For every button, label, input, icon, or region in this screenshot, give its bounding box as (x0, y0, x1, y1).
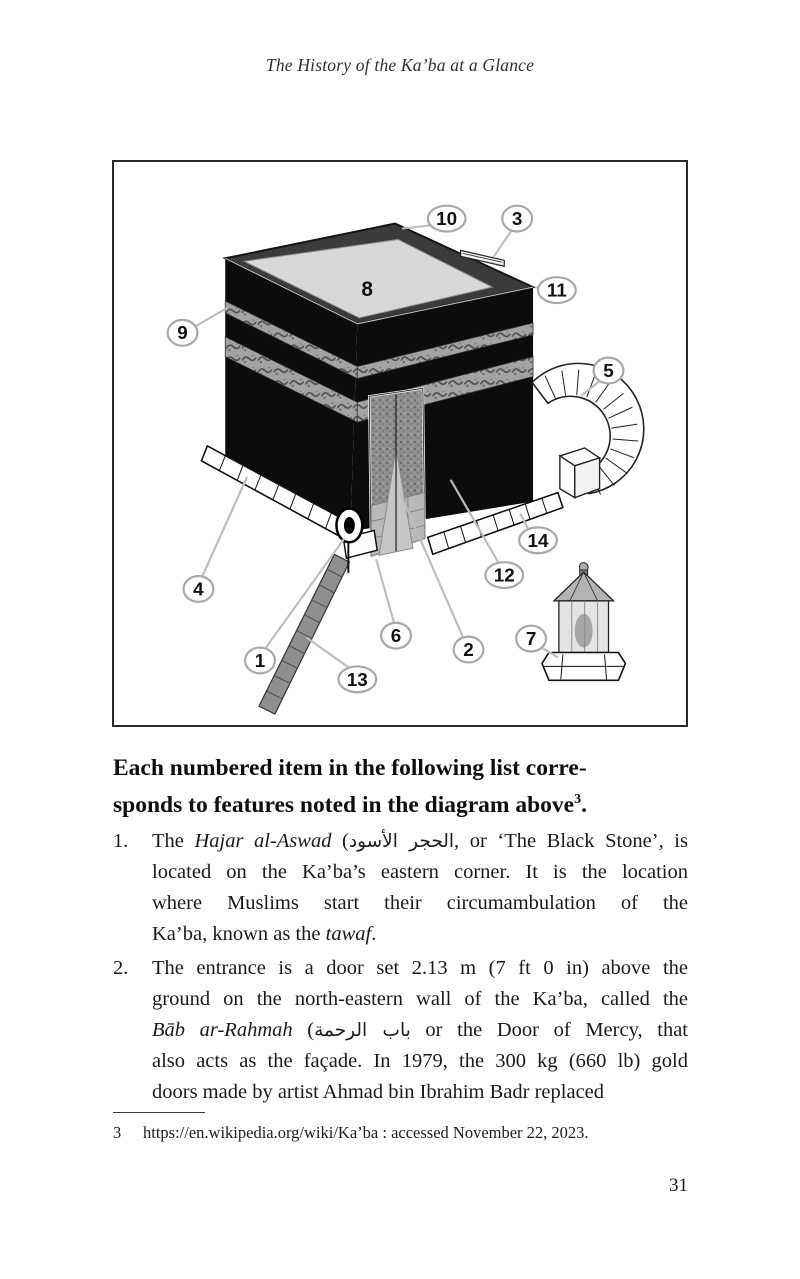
text-run: located on the Ka’ba’s eastern corner. It is the location (152, 861, 688, 883)
callout-badge-1 (245, 648, 275, 674)
text-run: The (152, 830, 195, 852)
callout-leader-4 (202, 477, 247, 576)
text-run: ( (331, 830, 349, 852)
maqam-ibrahim (542, 563, 625, 681)
callout-badge-11 (538, 277, 576, 303)
text-run: ( (292, 1019, 315, 1041)
text-run: The entrance is a door set 2.13 m (7 ft 0 in) above the (152, 957, 688, 979)
text-run: 3 (574, 792, 582, 808)
item-number: 1. (113, 830, 129, 852)
svg-text:1: 1 (254, 649, 266, 671)
text-line (152, 919, 688, 950)
text-run: . (581, 792, 587, 818)
footnote-number: 3 (113, 1123, 122, 1142)
callout-badge-2 (454, 637, 484, 663)
callout-label-8: 8 (361, 278, 374, 302)
callout-badge-12 (485, 562, 523, 588)
item-text (152, 826, 688, 950)
callout-leader-3 (493, 230, 512, 258)
text-run: ground on the north-eastern wall of the Ka’ba, called the (152, 988, 688, 1010)
list-item (113, 826, 688, 950)
text-run: also acts as the façade. In 1979, the 300 kg (660 lb) gold (152, 1050, 688, 1072)
svg-text:9: 9 (177, 322, 188, 344)
svg-text:4: 4 (193, 578, 204, 600)
arabic-text: باب الرحمة (314, 1020, 411, 1041)
svg-text:5: 5 (603, 359, 614, 381)
callout-badge-4 (184, 576, 214, 602)
footnote-text: https://en.wikipedia.org/wiki/Ka’ba : accessed November 22, 2023. (143, 1123, 589, 1142)
item-number: 2. (113, 957, 129, 979)
text-line (152, 857, 688, 888)
text-run: where Muslims start their circumambulation of the (152, 892, 688, 914)
callout-badge-14 (519, 527, 557, 553)
kaaba-artwork (201, 224, 643, 715)
svg-text:11: 11 (546, 279, 567, 301)
callout-badge-7 (516, 626, 546, 652)
text-run: , or ‘The Black Stone’, is (454, 830, 688, 852)
svg-text:14: 14 (527, 529, 549, 551)
text-run: Each numbered item in the following list corre- (113, 755, 587, 781)
callout-badge-6 (381, 623, 411, 649)
hatim-wall (532, 363, 644, 497)
text-run: Hajar al-Aswad (194, 830, 332, 852)
callout-leader-13 (307, 638, 352, 670)
text-line (152, 826, 688, 857)
callout-badge-9 (168, 320, 198, 346)
text-line (152, 1077, 688, 1108)
footnote-rule (113, 1112, 205, 1113)
callout-leader-6 (376, 559, 394, 623)
section-heading (113, 750, 698, 824)
kaaba-diagram-svg (114, 162, 686, 725)
text-line (152, 1015, 688, 1046)
text-line (152, 1046, 688, 1077)
text-run: or the Door of Mercy, that (410, 1019, 688, 1041)
callout-badge-13 (338, 666, 376, 692)
callout-badge-3 (502, 206, 532, 232)
kaaba-diagram-figure (112, 160, 688, 727)
text-run: Bāb ar-Rahmah (152, 1019, 293, 1041)
callout-badge-5 (594, 358, 624, 384)
numbered-list (113, 826, 688, 1108)
svg-text:13: 13 (346, 668, 368, 690)
callout-badge-10 (428, 206, 466, 232)
svg-text:2: 2 (463, 638, 474, 660)
heading-line (113, 787, 698, 824)
running-head: The History of the Ka’ba at a Glance (265, 55, 535, 75)
svg-text:10: 10 (436, 208, 458, 230)
heading-line (113, 750, 698, 787)
text-line (152, 984, 688, 1015)
text-run: doors made by artist Ahmad bin Ibrahim Badr replaced (152, 1081, 605, 1103)
svg-text:12: 12 (493, 564, 515, 586)
text-line (152, 953, 688, 984)
text-run: tawaf (325, 923, 372, 945)
item-text (152, 953, 688, 1108)
svg-text:6: 6 (390, 625, 402, 647)
list-item (113, 953, 688, 1108)
callout-leader-9 (194, 308, 227, 327)
tawaf-start-strip (259, 554, 349, 714)
text-line (152, 888, 688, 919)
svg-text:7: 7 (525, 628, 537, 650)
text-run: . (371, 923, 377, 945)
svg-text:3: 3 (511, 208, 523, 230)
arabic-text: الحجر الأسود (348, 831, 455, 852)
text-run: Ka’ba, known as the (152, 923, 326, 945)
text-run: sponds to features noted in the diagram above (113, 792, 575, 818)
page-number: 31 (669, 1175, 688, 1196)
footnote (113, 1121, 688, 1145)
